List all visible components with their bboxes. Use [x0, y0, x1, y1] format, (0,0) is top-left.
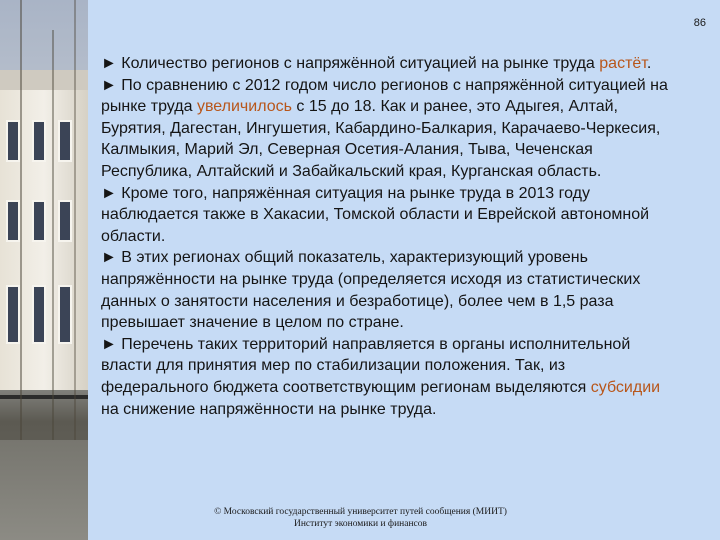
highlighted-term: растёт	[599, 55, 647, 72]
footer-copyright: © Московский государственный университет путей сообщения (МИИТ)	[214, 507, 507, 517]
paragraph	[101, 53, 676, 75]
bullet-arrow: ►	[101, 55, 122, 72]
paragraph	[101, 183, 676, 248]
paragraph-text: Перечень таких территорий направляется в органы исполнительной власти для принятия мер по стабилизации положения. Так, из федерального бюджета соответствующим регионам выделяются	[101, 335, 631, 396]
building-photo	[0, 0, 88, 540]
paragraph	[101, 75, 676, 183]
bullet-arrow: ►	[101, 249, 122, 267]
paragraph	[101, 247, 676, 333]
paragraph-text: Количество регионов с напряжённой ситуацией на рынке труда	[121, 55, 600, 72]
highlighted-term: увеличилось	[196, 98, 292, 116]
slide-content-panel	[88, 0, 720, 540]
footer	[88, 506, 633, 530]
bullet-arrow: ►	[101, 335, 122, 353]
paragraph-text: Кроме того, напряжённая ситуация на рынке труда в 2013 году наблюдается также в Хакасии, Томской области и Еврейской автономной области.	[101, 184, 650, 245]
paragraph-text: .	[646, 55, 652, 72]
paragraph-text: на снижение напряжённости на рынке труда.	[101, 400, 437, 418]
paragraph-text: По сравнению с 2012 годом число регионов с напряжённой ситуацией на рынке труда	[101, 76, 668, 116]
highlighted-term: субсидии	[590, 378, 661, 396]
paragraph-text: В этих регионах общий показатель, характеризующий уровень напряжённости на рынке труда (определяется исходя из статистических данных о занятости населения и безработице), более чем в 1,5 раза превышает значение в целом по стране.	[101, 249, 641, 332]
paragraph-text: с 15 до 18. Как и ранее, это Адыгея, Алтай, Бурятия, Дагестан, Ингушетия, Кабардино-Балкария, Карачаево-Черкесия, Калмыкия, Марий Эл, Северная Осетия-Алания, Тыва, Чеченская Республика, Алтайский и Забайкальский края, Курганская область.	[101, 98, 661, 180]
paragraph	[101, 334, 676, 420]
footer-institute: Институт экономики и финансов	[293, 519, 428, 529]
page-number: 86	[693, 17, 706, 29]
bullet-arrow: ►	[101, 184, 122, 202]
body-text	[101, 53, 676, 420]
bullet-arrow: ►	[101, 76, 122, 94]
